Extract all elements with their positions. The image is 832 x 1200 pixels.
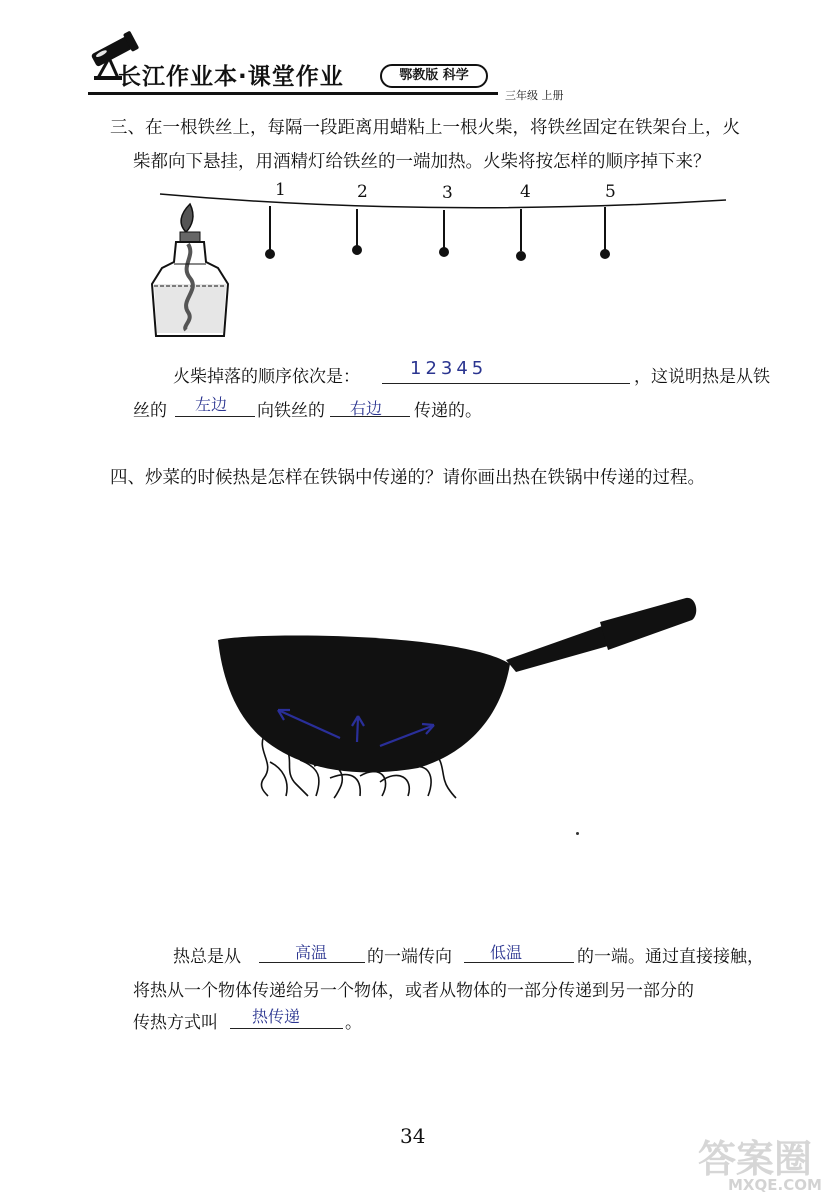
match-2 <box>352 209 362 255</box>
answer-order: 12345 <box>410 358 488 379</box>
left-blank[interactable] <box>175 416 255 417</box>
wok-icon <box>218 598 696 773</box>
q4-p1-a: 热总是从 <box>173 947 241 967</box>
match-label-1: 1 <box>275 180 286 200</box>
match-1 <box>265 206 275 259</box>
match-label-4: 4 <box>520 182 531 202</box>
q3-fill2-a: 丝的 <box>133 401 167 421</box>
wok-diagram <box>210 592 710 804</box>
alcohol-lamp-icon <box>152 204 228 336</box>
order-blank[interactable] <box>382 383 630 384</box>
grade-label: 三年级 上册 <box>505 89 564 102</box>
match-label-3: 3 <box>442 183 453 203</box>
q4-p1-b: 的一端传向 <box>367 947 452 967</box>
answer-method: 热传递 <box>252 1007 301 1026</box>
match-label-5: 5 <box>605 182 616 202</box>
match-4 <box>516 209 526 261</box>
answer-right: 右边 <box>350 399 383 418</box>
match-5 <box>600 207 610 259</box>
q4-p1-c: 的一端。通过直接接触， <box>577 947 764 967</box>
q4-p3-a: 传热方式叫 <box>133 1013 218 1033</box>
answer-left: 左边 <box>195 395 228 414</box>
match-label-2: 2 <box>357 182 368 202</box>
edition-badge: 鄂教版 科学 <box>380 64 488 88</box>
q3-fill-suffix: ，这说明热是从铁 <box>634 367 770 387</box>
watermark-logo: 答案圈 <box>698 1137 813 1181</box>
q3-line1: 三、在一根铁丝上，每隔一段距离用蜡粘上一根火柴，将铁丝固定在铁架台上，火 <box>110 118 740 138</box>
q3-line2: 柴都向下悬挂，用酒精灯给铁丝的一端加热。火柴将按怎样的顺序掉下来？ <box>133 152 711 172</box>
q3-fill2-c: 传递的。 <box>414 401 482 421</box>
method-blank[interactable] <box>230 1028 343 1029</box>
q4-title: 四、炒菜的时候热是怎样在铁锅中传递的？请你画出热在铁锅中传递的过程。 <box>110 468 705 488</box>
watermark-url: MXQE.COM <box>728 1176 822 1194</box>
iron-wire-diagram <box>120 170 740 350</box>
stray-mark <box>576 832 579 835</box>
answer-low: 低温 <box>490 943 523 962</box>
q4-p3-b: 。 <box>345 1013 362 1033</box>
answer-high: 高温 <box>295 943 328 962</box>
q3-fill2-b: 向铁丝的 <box>257 401 325 421</box>
book-title: 长江作业本·课堂作业 <box>118 64 344 90</box>
q4-p2: 将热从一个物体传递给另一个物体，或者从物体的一部分传递到另一部分的 <box>133 981 694 1001</box>
header-rule <box>88 92 498 95</box>
match-3 <box>439 210 449 257</box>
page-number: 34 <box>400 1124 426 1148</box>
q3-fill-prefix: 火柴掉落的顺序依次是： <box>173 367 360 387</box>
